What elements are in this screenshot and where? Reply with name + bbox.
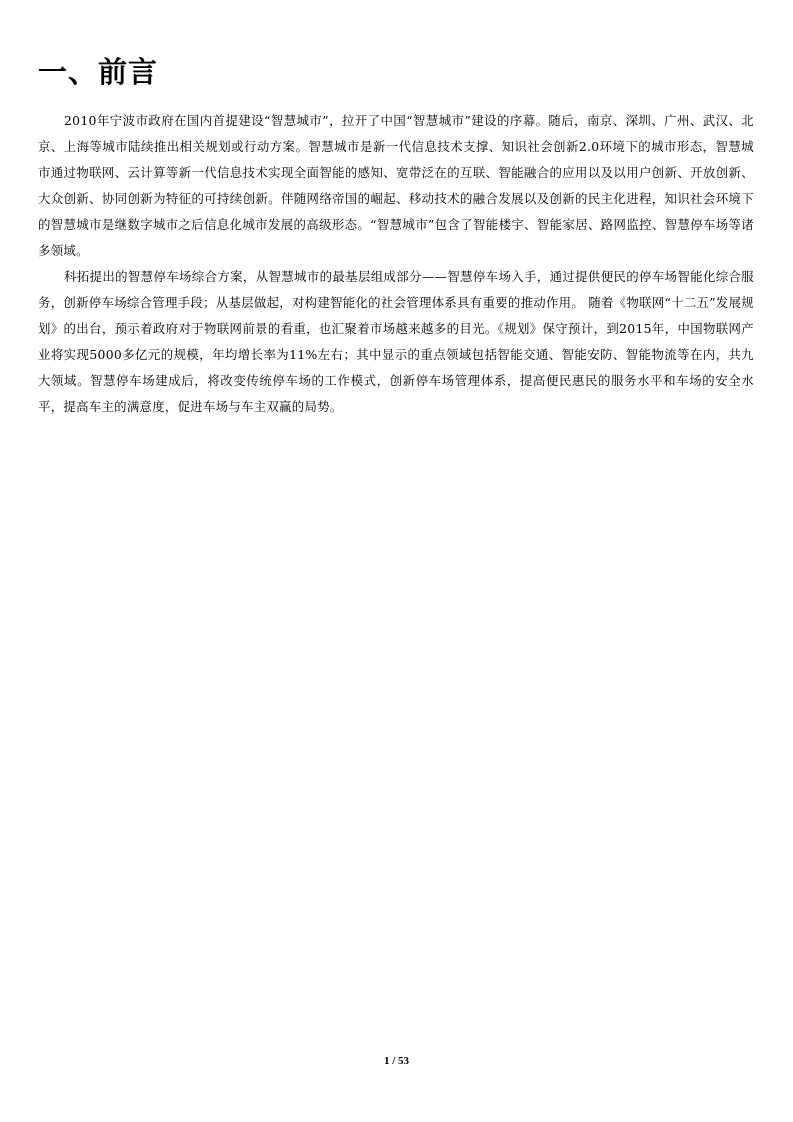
paragraph-smart-parking-plan: 科拓提出的智慧停车场综合方案，从智慧城市的最基层组成部分——智慧停车场入手，通过提供便民的停车场智能化综合服务，创新停车场综合管理手段；从基层做起，对构建智能化的社会管理体系具有重要的推动作用。 随着《物联网“十二五”发展规划》的出台，预示着政府对于物联网前景的看重，也汇聚着市场越来越多的目光。《规划》保守预计，到2015年，中国物联网产业将实现5000多亿元的规模，年均增长率为11%左右；其中显示的重点领域包括智能交通、智能安防、智能物流等在内，共九大领域。智慧停车场建成后，将改变传统停车场的工作模式，创新停车场管理体系，提高便民惠民的服务水平和车场的安全水平，提高车主的满意度，促进车场与车主双赢的局势。 <box>38 269 754 414</box>
section-heading: 一、前言 <box>38 55 159 89</box>
paragraph-smart-city-intro: 2010年宁波市政府在国内首提建设“智慧城市”，拉开了中国“智慧城市”建设的序幕。随后，南京、深圳、广州、武汉、北京、上海等城市陆续推出相关规划或行动方案。智慧城市是新一代信息技术支撑、知识社会创新2.0环境下的城市形态，智慧城市通过物联网、云计算等新一代信息技术实现全面智能的感知、宽带泛在的互联、智能融合的应用以及以用户创新、开放创新、大众创新、协同创新为特征的可持续创新。伴随网络帝国的崛起、移动技术的融合发展以及创新的民主化进程，知识社会环境下的智慧城市是继数字城市之后信息化城市发展的高级形态。“智慧城市”包含了智能楼宇、智能家居、路网监控、智慧停车场等诸多领域。 <box>38 113 754 258</box>
body-text <box>38 108 754 420</box>
page-number: 1 / 53 <box>383 1055 410 1067</box>
